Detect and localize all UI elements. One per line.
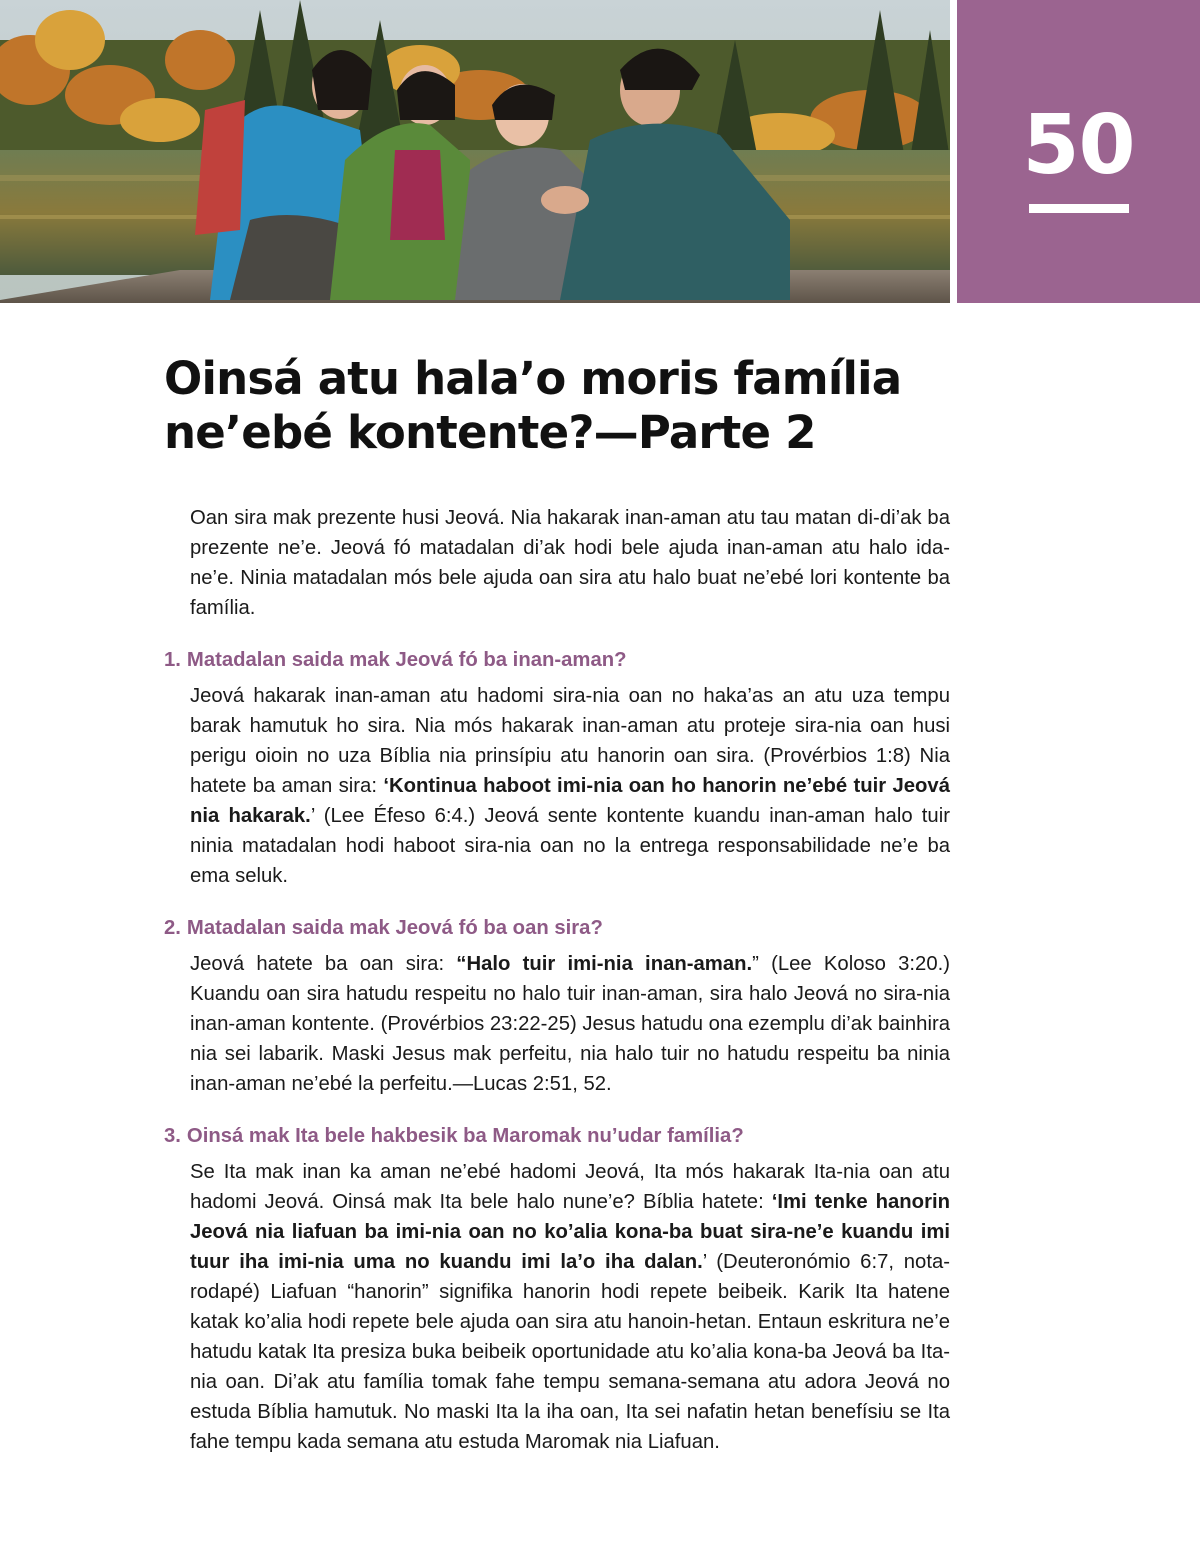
question-number: 3.: [164, 1125, 181, 1147]
page-title: [164, 352, 1024, 460]
question-heading: [164, 913, 964, 943]
section-1: [164, 645, 950, 891]
answer-paragraph: [190, 1157, 950, 1457]
page-title-line-1: Oinsá atu hala’o moris família: [164, 352, 902, 405]
question-heading: [164, 645, 964, 675]
section-2: [164, 913, 950, 1099]
question-text: Oinsá mak Ita bele hakbesik ba Maromak nu’udar família?: [186, 1125, 744, 1147]
answer-paragraph: [190, 681, 950, 891]
page-title-line-2: ne’ebé kontente?—Parte 2: [164, 406, 816, 459]
scripture-quote: ‘Imi tenke hanorin Jeová nia liafuan ba imi-nia oan no ko’alia kona-ba buat sira-ne’e kuandu imi tuur iha imi-nia uma no kuandu imi la’o iha dalan.: [190, 1191, 950, 1273]
question-text: Matadalan saida mak Jeová fó ba oan sira?: [186, 917, 603, 939]
answer-text: Jeová hatete ba oan sira:: [190, 953, 457, 975]
family-by-lake-photo: [0, 0, 950, 303]
answer-text: Se Ita mak inan ka aman ne’ebé hadomi Jeová, Ita mós hakarak Ita-nia oan atu hadomi Jeová. Oinsá mak Ita bele halo nune’e? Bíblia hatete:: [190, 1161, 950, 1213]
lesson-number: 50: [1022, 98, 1135, 193]
question-number: 2.: [164, 917, 181, 939]
lesson-content: [164, 503, 950, 1457]
answer-text: ’ (Lee Éfeso 6:4.) Jeová sente kontente kuandu inan-aman halo tuir ninia matadalan hodi haboot sira-nia oan no la entrega responsabilidade ne’e ba ema seluk.: [190, 805, 950, 887]
scripture-quote: ‘Kontinua haboot imi-nia oan ho hanorin ne’ebé tuir Jeová nia hakarak.: [190, 775, 950, 827]
scripture-quote: “Halo tuir imi-nia inan-aman.: [456, 953, 753, 975]
answer-text: ” (Lee Koloso 3:20.) Kuandu oan sira hatudu respeitu no halo tuir inan-aman, sira halo Jeová no sira-nia inan-aman kontente. (Provérbios 23:22-25) Jesus hatudu ona ezemplu di’ak bainhira nia sei labarik. Maski Jesus mak perfeitu, nia halo tuir no hatudu respeitu ba ninia inan-aman ne’ebé la perfeitu.—Lucas 2:51, 52.: [190, 953, 950, 1095]
lesson-number-tab: [957, 0, 1200, 303]
answer-paragraph: [190, 949, 950, 1099]
header-photo: [0, 0, 950, 303]
question-text: Matadalan saida mak Jeová fó ba inan-aman?: [186, 649, 627, 671]
lesson-number-underline: [1029, 204, 1129, 213]
question-number: 1.: [164, 649, 181, 671]
answer-text: ’ (Deuteronómio 6:7, nota-rodapé) Liafuan “hanorin” signifika hanorin hodi repete beibeik. Karik Ita hatene katak ko’alia hodi repete bele ajuda oan sira atu hanoin-hetan. Entaun eskritura ne’e hatudu katak Ita presiza buka beibeik oportunidade atu ko’alia kona-ba Jeová ba Ita-nia oan. Di’ak atu família tomak fahe tempu semana-semana atu adora Jeová no estuda Bíblia hamutuk. No maski Ita la iha oan, Ita sei nafatin hetan benefísiu se Ita fahe tempu kada semana atu estuda Maromak nia Liafuan.: [190, 1251, 951, 1453]
question-heading: [164, 1121, 964, 1151]
answer-text: Jeová hakarak inan-aman atu hadomi sira-nia oan no haka’as an atu uza tempu barak hamutuk ho sira. Nia mós hakarak inan-aman atu proteje sira-nia oan husi perigu oioin no uza Bíblia nia prinsípiu atu hanorin oan sira. (Provérbios 1:8) Nia hatete ba aman sira:: [190, 685, 950, 797]
intro-paragraph: Oan sira mak prezente husi Jeová. Nia hakarak inan-aman atu tau matan di-di’ak ba prezente ne’e. Jeová fó matadalan di’ak hodi bele ajuda inan-aman atu halo ida-ne’e. Ninia matadalan mós bele ajuda oan sira atu halo buat ne’ebé lori kontente ba família.: [190, 507, 950, 619]
section-3: [164, 1121, 950, 1457]
